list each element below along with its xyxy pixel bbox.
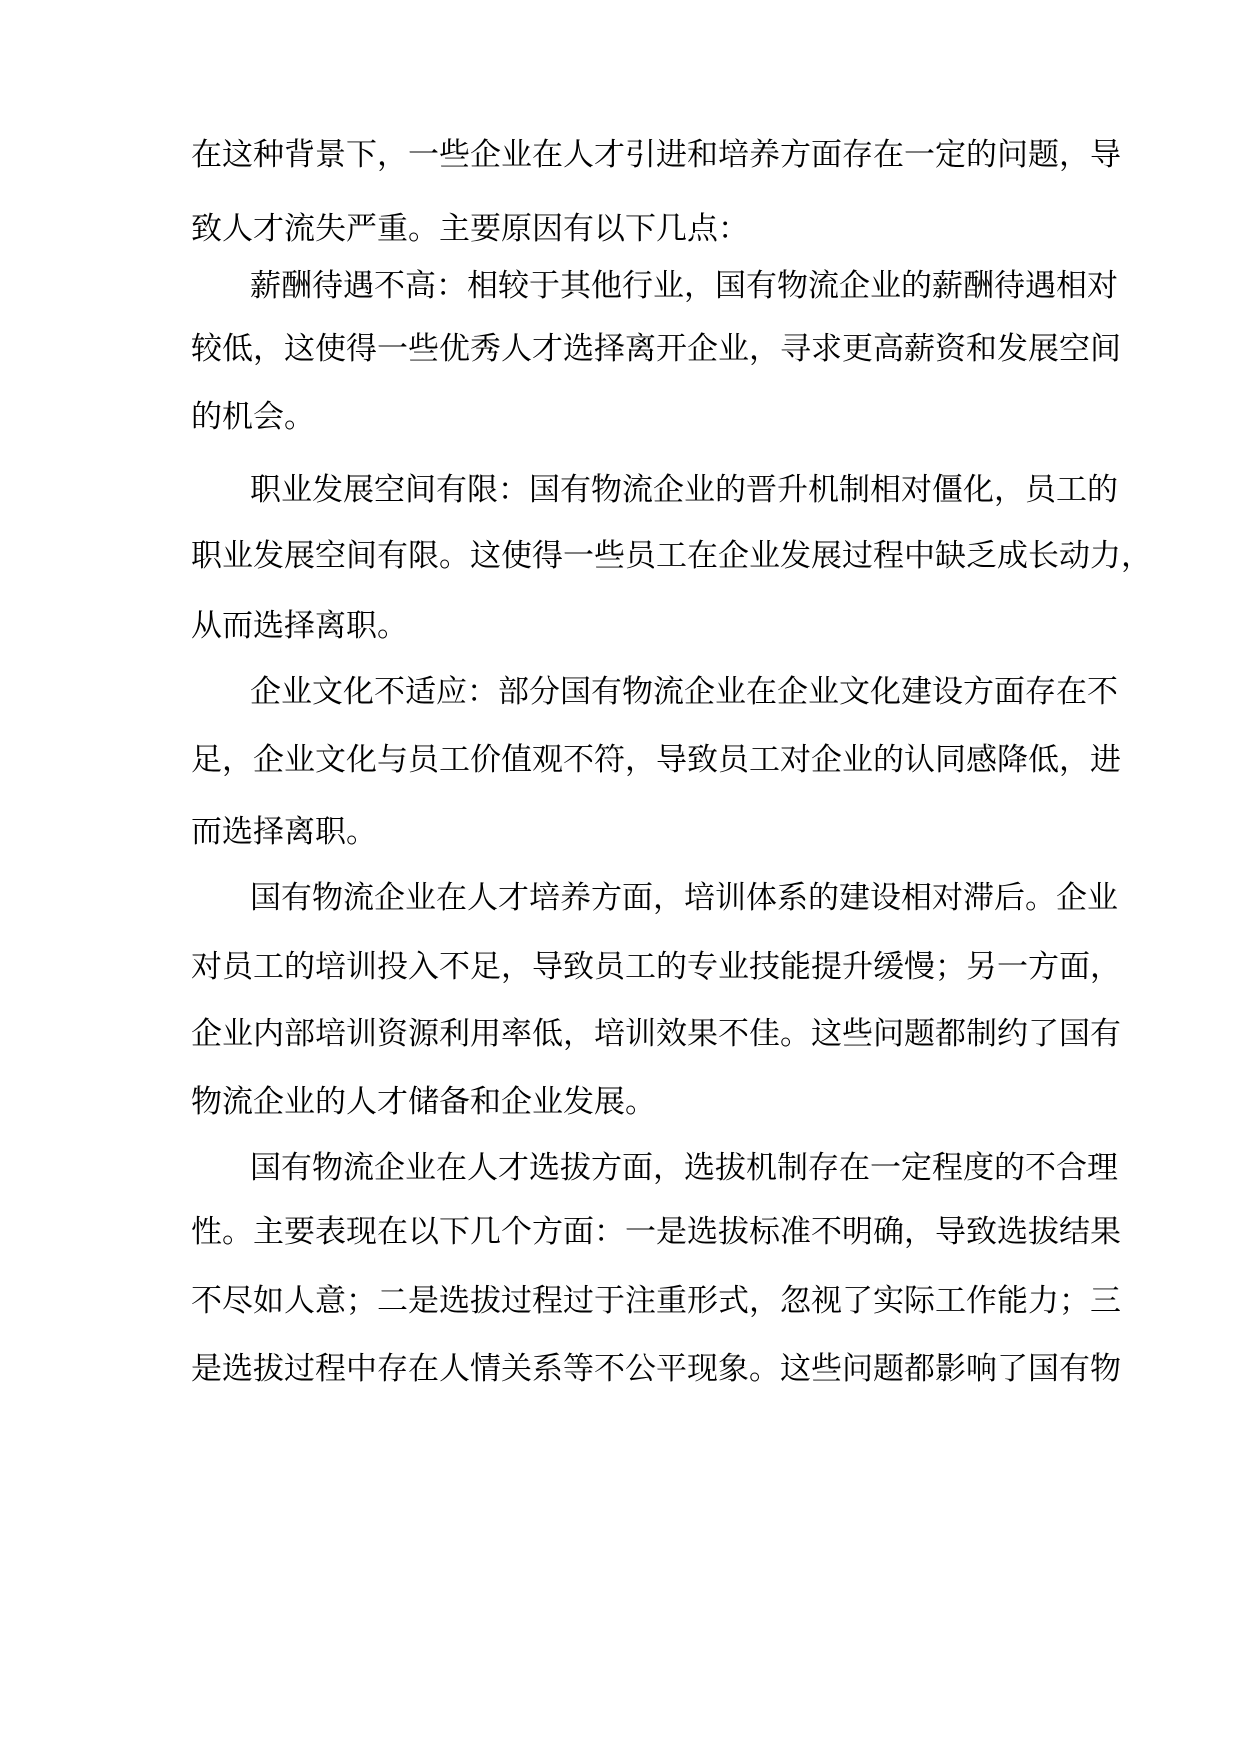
paragraph-5-line-1: 国有物流企业在人才培养方面，培训体系的建设相对滞后。企业 xyxy=(250,880,1118,916)
paragraph-6-line-1: 国有物流企业在人才选拔方面，选拔机制存在一定程度的不合理 xyxy=(250,1150,1118,1186)
paragraph-5-line-2: 对员工的培训投入不足，导致员工的专业技能提升缓慢；另一方面， xyxy=(191,949,1121,985)
paragraph-5-line-3: 企业内部培训资源利用率低，培训效果不佳。这些问题都制约了国有 xyxy=(191,1016,1121,1052)
paragraph-6-line-2: 性。主要表现在以下几个方面：一是选拔标准不明确，导致选拔结果 xyxy=(191,1214,1121,1250)
paragraph-6-line-4: 是选拔过程中存在人情关系等不公平现象。这些问题都影响了国有物 xyxy=(191,1351,1121,1387)
paragraph-3-line-3: 从而选择离职。 xyxy=(191,608,408,644)
paragraph-4-line-1: 企业文化不适应：部分国有物流企业在企业文化建设方面存在不 xyxy=(250,674,1118,710)
paragraph-2-line-3: 的机会。 xyxy=(191,399,315,435)
paragraph-2-line-1: 薪酬待遇不高：相较于其他行业，国有物流企业的薪酬待遇相对 xyxy=(250,268,1118,304)
paragraph-6-line-3: 不尽如人意；二是选拔过程过于注重形式，忽视了实际工作能力；三 xyxy=(191,1283,1121,1319)
paragraph-4-line-2: 足，企业文化与员工价值观不符，导致员工对企业的认同感降低，进 xyxy=(191,742,1121,778)
paragraph-3-line-1: 职业发展空间有限：国有物流企业的晋升机制相对僵化，员工的 xyxy=(250,472,1118,508)
paragraph-5-line-4: 物流企业的人才储备和企业发展。 xyxy=(191,1084,656,1120)
paragraph-4-line-3: 而选择离职。 xyxy=(191,814,377,850)
paragraph-2-line-2: 较低，这使得一些优秀人才选择离开企业，寻求更高薪资和发展空间 xyxy=(191,331,1121,367)
paragraph-3-line-2: 职业发展空间有限。这使得一些员工在企业发展过程中缺乏成长动力， xyxy=(191,538,1152,574)
paragraph-1-line-2: 致人才流失严重。主要原因有以下几点： xyxy=(191,211,749,247)
paragraph-1-line-1: 在这种背景下，一些企业在人才引进和培养方面存在一定的问题，导 xyxy=(191,137,1121,173)
